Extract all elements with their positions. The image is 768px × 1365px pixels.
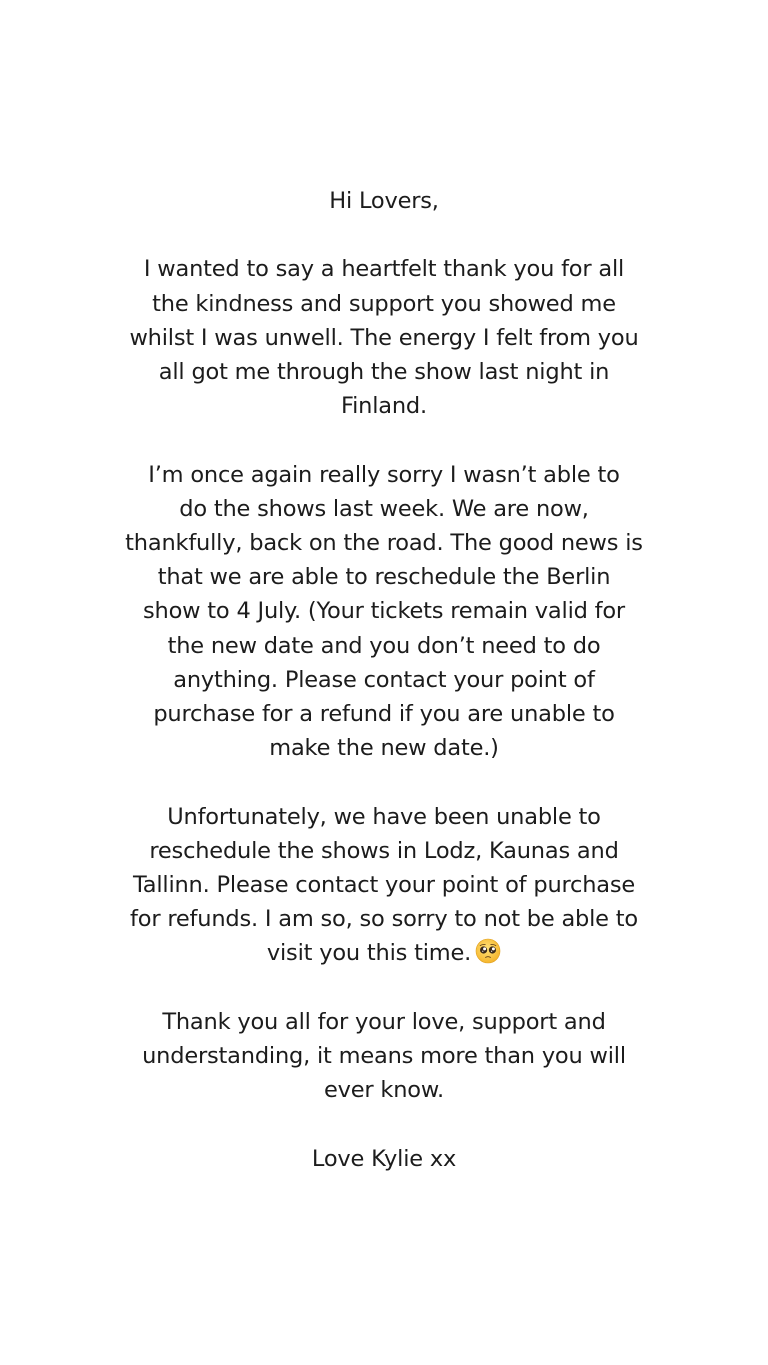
paragraph-reschedule: [0, 458, 768, 766]
paragraph-line: all got me through the show last night in: [158, 359, 610, 385]
pleading-face-emoji-icon: [475, 938, 501, 964]
paragraph-line: Tallinn. Please contact your point of purchase: [132, 872, 636, 899]
paragraph-line: Finland.: [341, 393, 427, 420]
paragraph-line: show to 4 July. (Your tickets remain valid for: [143, 598, 625, 625]
paragraph-line: I wanted to say a heartfelt thank you for all: [143, 256, 625, 283]
paragraph-thanks: [0, 252, 768, 423]
paragraph-line: make the new date.): [269, 735, 499, 762]
paragraph-line: thankfully, back on the road. The good news is: [125, 530, 643, 556]
paragraph-line: the new date and you don’t need to do: [167, 632, 601, 659]
paragraph-line: visit you this time.: [266, 940, 472, 967]
paragraph-line: understanding, it means more than you will: [142, 1043, 626, 1070]
paragraph-line: the kindness and support you showed me: [152, 290, 616, 317]
paragraph-line: for refunds. I am so, so sorry to not be able to: [130, 906, 638, 933]
letter: [0, 184, 768, 1210]
paragraph-line: I’m once again really sorry I wasn’t able to: [148, 461, 620, 488]
paragraph-line: ever know.: [324, 1077, 444, 1104]
paragraph-line: Unfortunately, we have been unable to: [167, 803, 601, 830]
paragraph-line: whilst I was unwell. The energy I felt from you: [129, 324, 639, 351]
paragraph-line: reschedule the shows in Lodz, Kaunas and: [149, 837, 619, 864]
paragraph-line: that we are able to reschedule the Berlin: [157, 564, 611, 591]
signoff: [0, 1142, 768, 1176]
greeting-line: Hi Lovers,: [329, 188, 439, 214]
signoff-line: Love Kylie xx: [311, 1145, 457, 1172]
paragraph-line-with-emoji: [0, 936, 768, 970]
paragraph-cancellations: [0, 800, 768, 971]
paragraph-line: do the shows last week. We are now,: [179, 495, 589, 522]
greeting: [0, 184, 768, 218]
paragraph-line: Thank you all for your love, support and: [162, 1008, 606, 1035]
paragraph-line: purchase for a refund if you are unable to: [153, 701, 615, 728]
paragraph-line: anything. Please contact your point of: [173, 666, 595, 693]
paragraph-closing: [0, 1005, 768, 1108]
